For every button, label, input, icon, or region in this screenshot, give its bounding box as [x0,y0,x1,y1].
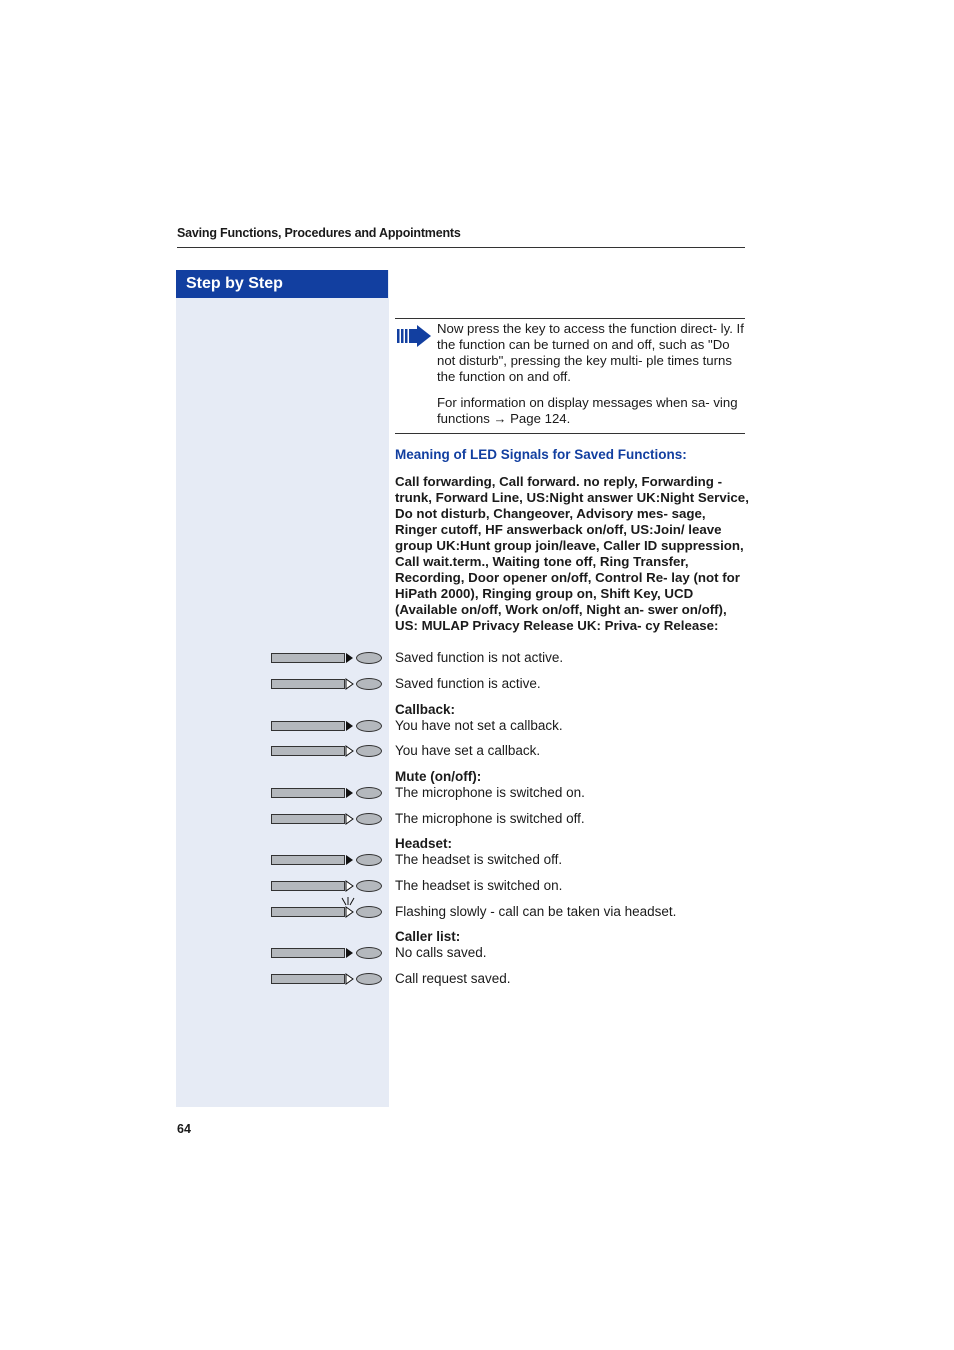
led-off-icon [345,946,355,960]
led-description: You have set a callback. [395,743,541,758]
key-button-icon [356,854,382,866]
led-key-off [271,651,383,665]
led-on-icon [345,677,355,691]
headset-label: Headset: [395,836,453,851]
note-paragraph-2-text: For information on display messages when sa- ving functions [437,395,738,426]
page-header-title: Saving Functions, Procedures and Appointments [177,226,461,240]
note-box [395,318,745,434]
led-key-off [271,946,383,960]
key-bar [271,948,345,958]
note-paragraph-2 [437,395,747,427]
led-off-icon [345,651,355,665]
page-reference-arrow: → [493,411,507,426]
page-reference-link[interactable]: Page 124. [510,411,571,426]
sidebar-title: Step by Step [176,270,388,298]
mute-label: Mute (on/off): [395,769,482,784]
key-bar [271,746,345,756]
page-number: 64 [177,1122,191,1136]
key-bar [271,788,345,798]
key-bar [271,679,345,689]
led-key-off [271,719,383,733]
led-description: The headset is switched on. [395,878,563,893]
led-key-flashing [271,905,383,919]
key-button-icon [356,787,382,799]
led-key-off [271,853,383,867]
key-bar [271,974,345,984]
led-on-icon [345,879,355,893]
led-key-off [271,786,383,800]
note-paragraph-1: Now press the key to access the function direct- ly. If the function can be turned on and off, such as "Do not disturb", pressing the key multi- ple times turns the function on and off. [437,321,744,384]
key-button-icon [356,880,382,892]
led-description: The microphone is switched off. [395,811,585,826]
key-button-icon [356,652,382,664]
led-description: You have not set a callback. [395,718,563,733]
functions-list-label: Call forwarding, Call forward. no reply, Forwarding - trunk, Forward Line, US:Night answer UK:Night Service, Do not disturb, Changeover, Advisory mes- sage, Ringer cutoff, HF answerback on/off, US:Join/ leave group UK:Hunt group join/leave, Caller ID suppression, Call wait.term., Waiting tone off, Ring Transfer, Recording, Door opener on/off, Control Re- lay (not for HiPath 2000), Ringing group on, Shift Key, UCD (Available on/off, Work on/off, Night an- swer on/off), US: MULAP Privacy Release UK: Priva- cy Release: [395,474,749,633]
led-off-icon [345,853,355,867]
key-bar [271,907,345,917]
led-on-icon [345,812,355,826]
key-bar [271,653,345,663]
key-button-icon [356,813,382,825]
key-bar [271,855,345,865]
led-description: The microphone is switched on. [395,785,585,800]
section-title: Meaning of LED Signals for Saved Functions: [395,447,687,462]
key-bar [271,814,345,824]
led-description: Call request saved. [395,971,511,986]
led-flashing-icon [345,905,355,919]
led-description: Saved function is active. [395,676,541,691]
led-on-icon [345,744,355,758]
led-key-on [271,972,383,986]
header-divider [177,247,745,248]
key-button-icon [356,745,382,757]
key-bar [271,881,345,891]
key-bar [271,721,345,731]
key-button-icon [356,973,382,985]
led-description: Saved function is not active. [395,650,564,665]
led-key-on [271,744,383,758]
led-description: The headset is switched off. [395,852,563,867]
key-button-icon [356,947,382,959]
led-key-on [271,677,383,691]
key-button-icon [356,720,382,732]
key-button-icon [356,678,382,690]
led-key-on [271,879,383,893]
led-off-icon [345,786,355,800]
callback-label: Callback: [395,702,456,717]
key-button-icon [356,906,382,918]
led-description: No calls saved. [395,945,487,960]
led-off-icon [345,719,355,733]
caller-list-label: Caller list: [395,929,461,944]
note-arrow-icon [396,325,432,347]
led-description: Flashing slowly - call can be taken via headset. [395,904,677,919]
led-key-on [271,812,383,826]
led-on-icon [345,972,355,986]
